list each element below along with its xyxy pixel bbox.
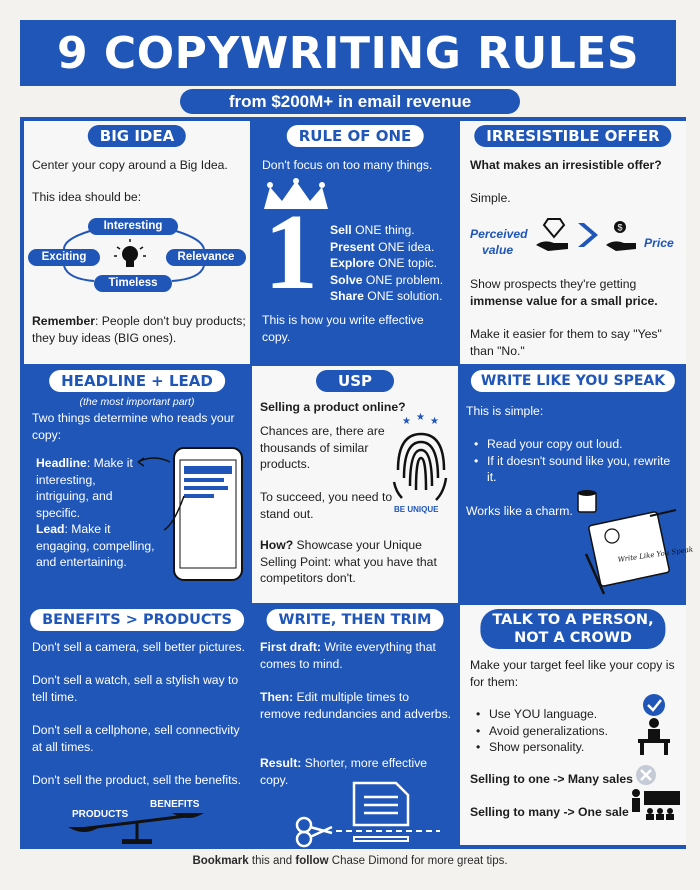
price-label: Price — [644, 236, 674, 250]
svg-text:BE UNIQUE: BE UNIQUE — [394, 505, 439, 514]
rule-item: Present ONE idea. — [330, 239, 435, 254]
document-icon — [354, 783, 408, 841]
lead-rule: Lead: Make it engaging, compelling, and entertaining. — [36, 522, 155, 569]
value-label: value — [482, 243, 514, 257]
pill-exciting: Exciting — [28, 249, 100, 266]
trim-title: WRITE, THEN TRIM — [267, 609, 444, 631]
offer-easier: Make it easier for them to say "Yes" than "No." — [470, 327, 662, 358]
usp-how: How? Showcase your Unique Selling Point: what you have that competitors don't. — [260, 538, 437, 585]
balance-scale-icon — [54, 791, 224, 845]
pill-timeless: Timeless — [94, 275, 172, 292]
trim-illustration — [292, 781, 442, 843]
trim-then: Then: Edit multiple times to remove redundancies and adverbs. — [260, 690, 452, 721]
rule-item: Sell ONE thing. — [330, 223, 415, 237]
offer-question: What makes an irresistible offer? — [470, 158, 662, 172]
rule-item: Explore ONE topic. — [330, 256, 438, 270]
list-item: • Avoid generalizations. — [476, 723, 636, 740]
speak-card — [460, 366, 694, 603]
headline-intro: Two things determine who reads your copy: — [32, 411, 235, 442]
trim-first: First draft: Write everything that comes to mind. — [260, 640, 436, 671]
footer-credit: Bookmark this and follow Chase Dimond for more great tips. — [192, 855, 508, 867]
rules-grid — [20, 117, 694, 849]
rule-of-one-intro: Don't focus on too many things. — [262, 158, 433, 172]
subtitle-pill: from $200M+ in email revenue — [180, 89, 520, 114]
rule-of-one-list — [330, 222, 454, 305]
headline-note: (the most important part) — [79, 396, 195, 408]
offer-title: IRRESISTIBLE OFFER — [474, 125, 671, 147]
x-badge-icon — [636, 765, 656, 785]
pill-interesting: Interesting — [88, 218, 178, 235]
list-item: • Show personality. — [476, 739, 636, 756]
usp-chances: Chances are, there are thousands of similar products. — [260, 424, 385, 471]
list-item: • Use YOU language. — [476, 706, 636, 723]
trim-card — [252, 605, 458, 845]
rule-of-one-card — [252, 121, 458, 364]
page-title: 9 COPYWRITING RULES — [20, 20, 676, 86]
usp-succeed: To succeed, you need to stand out. — [260, 490, 393, 521]
selling-many: Selling to many -> One sale — [470, 805, 629, 819]
big-idea-line2: This idea should be: — [32, 190, 142, 204]
rule-item: Share ONE solution. — [330, 289, 443, 303]
selling-one: Selling to one -> Many sales — [470, 772, 633, 786]
usp-question: Selling a product online? — [260, 400, 406, 414]
benefits-title: BENEFITS > PRODUCTS — [30, 609, 244, 631]
benefit-line: Don't sell a cellphone, sell connectivity at all times. — [32, 723, 240, 754]
benefit-line: Don't sell a watch, sell a stylish way to tell time. — [32, 673, 239, 704]
person-at-desk-icon — [638, 718, 670, 755]
person-intro: Make your target feel like your copy is for them: — [470, 658, 675, 689]
lightbulb-icon — [114, 239, 146, 267]
benefit-line: Don't sell the product, sell the benefits. — [32, 773, 241, 787]
rule-item: Solve ONE problem. — [330, 272, 444, 287]
speak-bullets — [474, 436, 674, 486]
headline-card — [24, 366, 250, 603]
checkmark-badge-icon — [643, 694, 665, 716]
list-item: • Read your copy out loud. — [474, 436, 674, 453]
trim-result: Result: Shorter, more effective copy. — [260, 756, 428, 787]
benefits-card — [24, 605, 250, 845]
big-idea-card — [24, 121, 250, 364]
person-card — [460, 605, 686, 845]
person-bullets — [476, 706, 636, 756]
headline-title: HEADLINE + LEAD — [49, 370, 225, 392]
person-illustration — [628, 693, 684, 833]
fingerprint-icon — [388, 412, 454, 516]
svg-text:★: ★ — [430, 416, 439, 427]
diamond-hand-icon — [536, 219, 568, 251]
perceived-label: Perceived — [470, 227, 528, 241]
list-item: • If it doesn't sound like you, rewrite it. — [474, 453, 674, 486]
person-title: TALK TO A PERSON, NOT A CROWD — [480, 609, 665, 649]
usp-card — [252, 366, 458, 603]
pill-relevance: Relevance — [166, 249, 246, 266]
svg-text:Write Like You Speak: Write Like You Speak — [617, 545, 694, 564]
big-idea-title: BIG IDEA — [88, 125, 186, 147]
audience-presenter-icon — [632, 789, 680, 820]
big-idea-line1: Center your copy around a Big Idea. — [32, 158, 228, 172]
svg-text:★: ★ — [402, 416, 411, 427]
big-number-one: 1 — [264, 193, 318, 312]
offer-flow — [534, 215, 644, 257]
svg-text:PRODUCTS: PRODUCTS — [72, 809, 129, 820]
offer-card — [460, 121, 686, 364]
big-idea-remember: Remember: People don't buy products; they buy ideas (BIG ones). — [32, 314, 246, 345]
benefit-line: Don't sell a camera, sell better pictures. — [32, 640, 245, 654]
rule-of-one-title: RULE OF ONE — [287, 125, 424, 147]
scissors-icon — [297, 818, 332, 846]
paper-sketch-icon — [586, 510, 694, 594]
svg-text:BENEFITS: BENEFITS — [150, 799, 200, 810]
speak-closing: Works like a charm. — [466, 504, 573, 518]
svg-text:$: $ — [617, 222, 623, 233]
rule-of-one-closing: This is how you write effective copy. — [262, 313, 424, 344]
chevron-right-icon — [578, 223, 598, 247]
speak-intro: This is simple: — [466, 404, 544, 418]
usp-title: USP — [316, 370, 394, 392]
headline-rule: Headline: Make it interesting, intriguing, and specific. — [36, 456, 133, 520]
speak-title: WRITE LIKE YOU SPEAK — [471, 370, 675, 392]
svg-text:★: ★ — [416, 412, 425, 423]
offer-show: Show prospects they're getting immense value for a small price. — [470, 277, 658, 308]
offer-answer: Simple. — [470, 191, 511, 205]
smartphone-icon — [24, 366, 250, 603]
coffee-cup-icon — [578, 490, 596, 512]
speak-illustration — [572, 490, 694, 600]
money-hand-icon — [606, 221, 636, 251]
